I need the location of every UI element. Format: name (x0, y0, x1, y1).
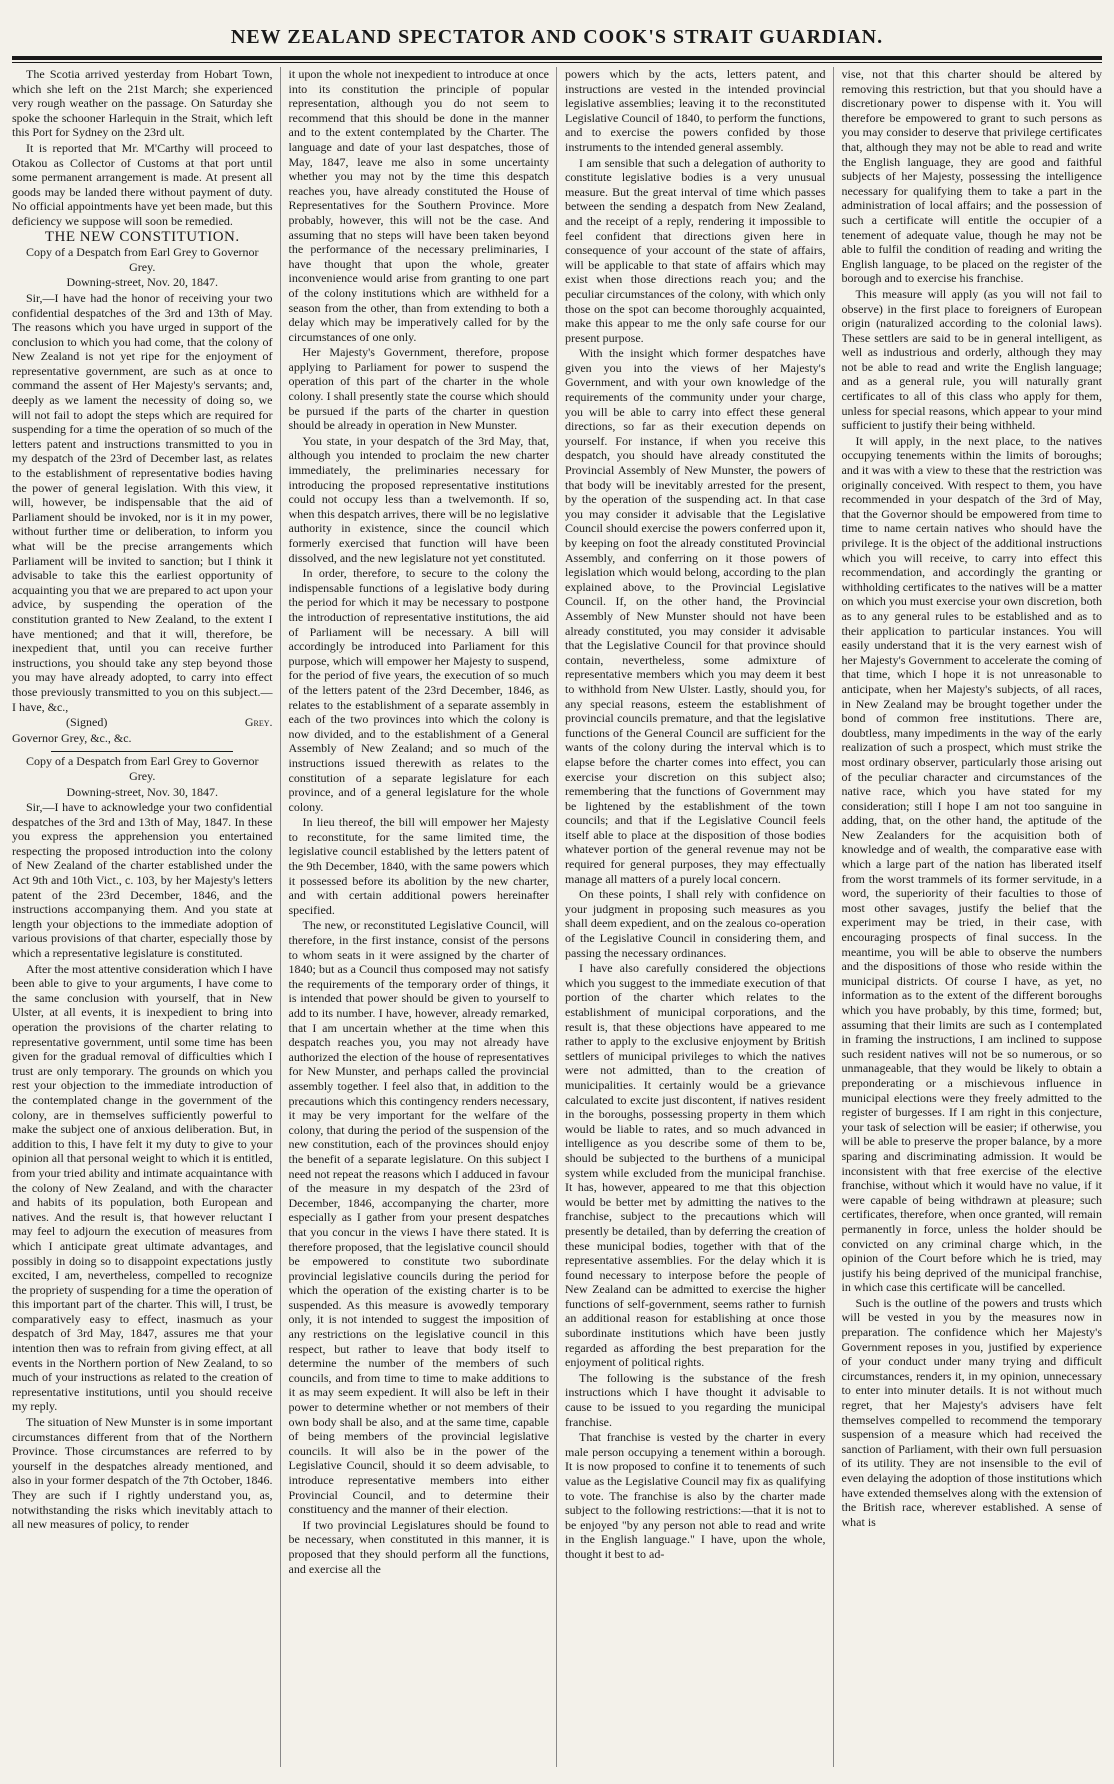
column-1 (12, 67, 281, 1767)
paragraph: In lieu thereof, the bill will empower her Majesty to reconstitute, for the same limited time, the legislative council established by the letters patent of the 9th December, 1840, with the same powers which it possessed before its abolition by the new charter, and with certain additional powers hereinafter specified. (288, 815, 549, 917)
paragraph: That franchise is vested by the charter in every male person occupying a tenement within a borough. It is now proposed to confine it to tenements of such value as the Legislative Council may fix as qualifying to vote. The franchise is also by the charter made subject to the following restrictions:—that it is not to be enjoyed "by any person not able to read and write in the English language." I have, upon the whole, thought it best to ad- (565, 1430, 826, 1561)
paragraph: It will apply, in the next place, to the natives occupying tenements within the limits of boroughs; and it was with a view to these that the restriction was originally conceived. With respect to them, you have recommended in your despatch of the 3rd of May, that the Governor should be empowered from time to time to name certain natives who should have the privilege. It is the object of the additional instructions which you will receive, to carry into effect this recommendation, and accordingly the granting or withholding certificates to the natives will be a matter on which you must exercise your own discretion, both as to any general rules to be established and as to their application to particular instances. You will easily understand that it is the very earnest wish of her Majesty's Government to accelerate the coming of that time, which I hope it is not unreasonable to anticipate, when her Majesty's subjects, of all races, in New Zealand may be brought together under the bond of common free institutions. There are, doubtless, many impediments in the way of the early realization of such a prospect, which must strike the most ordinary observer, particularly those arising out of the peculiar character and circumstances of the native race, which you have stated for my consideration; still I hope I am not too sanguine in adding, that, on the other hand, the aptitude of the New Zealanders for the acquisition both of knowledge and of wealth, the comparative ease with which a large part of the nation has liberated itself from the worst trammels of its former servitude, in a word, the superiority of their faculties to those of most other savages, justify the belief that the experiment may be tried, in their case, with encouraging prospects of final success. In the meantime, you will be able to observe the numbers and the dispositions of those who reside within the municipal districts. Of course I have, as yet, no information as to the extent of the different boroughs which you have probably, by this time, formed; but, assuming that their limits are such as I contemplated in framing the instructions, I am inclined to suppose such resident natives will not be so numerous, or so unmanageable, that they would be likely to obtain a preponderating or a mischievous influence in municipal elections were they freely admitted to the register of burgesses. If I am right in this conjecture, your task of selection will be easier; if otherwise, you will be able to preserve the proper balance, by a more sparing and discriminating admission. It would be inconsistent with that free exercise of the elective franchise, without which it would have no value, if it were capable of being withdrawn at pleasure; such certificates, therefore, when once granted, will remain permanently in force, unless the holder should be convicted on any criminal charge which, in the opinion of the Court before which he is tried, may justify his being deprived of the municipal franchise, in which case this certificate will be cancelled. (841, 433, 1102, 1295)
paragraph: Such is the outline of the powers and trusts which will be vested in you by the measures now in preparation. The confidence which her Majesty's Government reposes in you, justified by experience of your conduct under many trying and difficult circumstances, renders it, in my opinion, unnecessary to enter into minuter details. It is not without much regret, that her Majesty's advisers have felt themselves compelled to recommend the temporary suspension of a measure which had received the sanction of Parliament, with their own full persuasion of its utility. They are not insensible to the evil of even delaying the adoption of those institutions which have extended themselves along with the extension of the British race, wherever established. A sense of what is (841, 1295, 1102, 1529)
paragraph: The Scotia arrived yesterday from Hobart Town, which she left on the 21st March; she experienced very rough weather on the passage. On Saturday she spoke the schooner Harlequin in the Strait, which left this Port for Sydney on the 23rd ult. (12, 67, 273, 140)
masthead-rule-thick (12, 56, 1102, 60)
paragraph: I am sensible that such a delegation of authority to constitute legislative bodies is a very unusual measure. But the great interval of time which passes between the sending a despatch from New Zealand, and the receipt of a reply, rendering it impossible to feel confident that directions given here in consequence of your account of the state of affairs, will be applicable to that state of affairs which may exist when those directions reach you; and the peculiar circumstances of the colony, with which only those on the spot can become thoroughly acquainted, make this appear to me the only safe course for our present purpose. (565, 155, 826, 345)
signature-line (12, 715, 273, 730)
column-2 (289, 67, 558, 1767)
paragraph: You state, in your despatch of the 3rd May, that, although you intended to proclaim the new charter immediately, the preliminaries necessary for introducing the proposed representative institutions could not occupy less than a twelvemonth. If so, when this despatch arrives, there will be no legislative authority in existence, since the council which formerly exercised that function will have been dissolved, and the new legislature not yet constituted. (288, 433, 549, 565)
signature-name: Grey. (244, 715, 273, 730)
paragraph: If two provincial Legislatures should be found to be necessary, when constituted in this manner, it is proposed that they should perform all the functions, and exercise all the (288, 1517, 549, 1576)
paragraph: This measure will apply (as you will not fail to observe) in the first place to foreigners of European origin (naturalized according to the colonial laws). These settlers are said to be in general intelligent, as well as industrious and orderly, although they may not be able to read and write the English language; and as a general rule, you will naturally grant certificates to all of this class who apply for them, unless for special reasons, which appear to your mind sufficient to justify their being withheld. (841, 286, 1102, 433)
paragraph-continued: Governor Grey, &c., &c. (12, 730, 132, 745)
paragraph: It is reported that Mr. M'Carthy will proceed to Otakou as Collector of Customs at that port until some permanent arrangement is made. At present all goods may be landed there without payment of duty. No official appointments have yet been made, but this deficiency we suppose will soon be remedied. (12, 140, 273, 228)
paragraph: Her Majesty's Government, therefore, propose applying to Parliament for power to suspend the operation of this part of the charter in the whole colony. I shall presently state the course which should be pursued if the parts of the charter in question should be already in operation in New Munster. (288, 345, 549, 433)
section-divider (51, 751, 233, 752)
section-heading: THE NEW CONSTITUTION. (44, 228, 240, 245)
paragraph: On these points, I shall rely with confidence on your judgment in proposing such measures as you shall deem expedient, and on the zealous co-operation of the Legislative Council in considering them, and passing the necessary ordinances. (565, 887, 826, 960)
paragraph: Sir,—I have had the honor of receiving your two confidential despatches of the 3rd and 13th of May. The reasons which you have urged in support of the conclusion to which you had come, that the colony of New Zealand is not yet ripe for the enjoyment of representative government, are such as at once to command the assent of Her Majesty's servants; and, deeply as we lament the necessity of doing so, we will not fail to adopt the steps which are required for suspending for a time the operation of so much of the letters patent and instructions transmitted to you in my despatch of the 23rd of December last, as relates to the establishment of representative bodies having the power of general legislation. With this view, it will, however, be indispensable that the aid of Parliament should be invoked, nor is it in my power, without further time or deliberation, to inform you what will be the precise arrangements which Parliament will be invited to sanction; but I think it advisable to take this the earliest opportunity of acquainting you that we are prepared to act upon your advice, by suspending the operation of the constitution granted to New Zealand, to the extent I have mentioned; and that it will, therefore, be inexpedient that, until you can receive further instructions, you should take any step beyond those you may have already adopted, to carry into effect those previously transmitted to you on this subject.—I have, &c., (12, 290, 273, 714)
despatch-caption: Copy of a Despatch from Earl Grey to Governor Grey. (25, 754, 259, 783)
despatch-caption: Copy of a Despatch from Earl Grey to Governor Grey. (25, 245, 259, 274)
signature-label: (Signed) (66, 715, 108, 730)
paragraph: The new, or reconstituted Legislative Council, will therefore, in the first instance, consist of the persons to whom seats in it were assigned by the charter of 1840; but as a Council thus composed may not satisfy the requirements of the temporary order of things, it is intended that power should be given to yourself to add to its number. I have, however, already remarked, that I am uncertain whether at the time when this despatch reaches you, you may not already have authorized the election of the house of representatives for New Munster, and perhaps called the provincial assembly together. I feel also that, in addition to the precautions which this contingency renders necessary, it may be very important for the welfare of the colony, that during the period of the suspension of the new constitution, each of the provinces should enjoy the benefit of a separate legislature. On this subject I need not repeat the reasons which I adduced in favour of the measure in my despatch of the 23rd of December, 1846, accompanying the charter, more especially as I gather from your present despatches that you concur in the views I have there stated. It is therefore proposed, that the legislative council should be empowered to constitute two subordinate provincial legislative councils during the period for which the operation of the existing charter is to be suspended. As this measure is avowedly temporary only, it is not intended to suggest the imposition of any restrictions on the legislative council in this respect, but rather to leave that body itself to determine the number of the members of such councils, and from time to time to make additions to it as may seem expedient. It will also be left in their power to determine whether or not members of their own body shall be also, and at the same time, capable of being members of the provincial legislative councils. It will also be in the power of the Legislative Council, should it so deem advisable, to introduce representative members into either Provincial Council, and to determine their constituency and the manner of their election. (288, 918, 549, 1517)
text-columns (12, 67, 1102, 1767)
masthead-rule-thin (12, 62, 1102, 63)
despatch-caption: Downing-street, Nov. 30, 1847. (66, 784, 219, 799)
masthead: NEW ZEALAND SPECTATOR AND COOK'S STRAIT GUARDIAN. (230, 26, 884, 48)
column-3 (565, 67, 834, 1767)
paragraph: The situation of New Munster is in some important circumstances different from that of the Northern Province. Those circumstances are referred to by yourself in the despatches already mentioned, and also in your former despatch of the 7th October, 1846. They are such if I rightly understand you, as, notwithstanding the risks which inevitably attach to all new measures of policy, to render (12, 1415, 273, 1532)
paragraph: In order, therefore, to secure to the colony the indispensable functions of a legislative body during the period for which it may be necessary to postpone the introduction of representative institutions, the aid of Parliament will be necessary. A bill will accordingly be introduced into Parliament for this purpose, which will empower her Majesty to suspend, for the period of five years, the execution of so much of the letters patent of the 23rd December, 1846, as relates to the establishment of a separate assembly in each of the two provinces into which the colony is now divided, and to the establishment of a General Assembly of New Zealand; and so much of the instructions issued therewith as relates to the constitution of a separate legislature for each province, and of a general legislature for the whole colony. (288, 566, 549, 814)
paragraph-continued: powers which by the acts, letters patent, and instructions are vested in the intended provincial legislative assemblies; leaving it to the reconstituted Legislative Council of 1840, to perform the functions, and to exercise the powers confided by those instruments to the intended general assembly. (565, 67, 826, 154)
column-4 (842, 67, 1103, 1767)
paragraph: Sir,—I have to acknowledge your two confidential despatches of the 3rd and 13th of May, 1847. In these you express the apprehension you entertained respecting the proposed introduction into the colony of New Zealand of the charter established under the Act 9th and 10th Vict., c. 103, by her Majesty's letters patent of the 23rd December, 1846, and the instructions accompanying them. And you state at length your objections to the immediate adoption of various provisions of that charter, especially those by which a representative legislature is constituted. (12, 800, 273, 961)
paragraph: After the most attentive consideration which I have been able to give to your arguments, I have come to the same conclusion with yourself, that in New Ulster, at all events, it is inexpedient to bring into operation the provisions of the charter relating to representative government, until some time has been given for the gradual removal of difficulties which I trust are only temporary. The grounds on which you rest your objection to the immediate introduction of the contemplated change in the government of the colony, are in themselves sufficiently powerful to make the subject one of anxious deliberation. But, in addition to this, I have felt it my duty to give to your opinion all that personal weight to which it is entitled, from your tried ability and intimate acquaintance with the colony of New Zealand, and with the character and habits of its population, both European and natives. And the result is, that however reluctant I may feel to adjourn the execution of measures from which I anticipate great ultimate advantages, and possibly in doing so to disappoint expectations justly excited, I am, nevertheless, compelled to recognize the propriety of suspending for a time the operation of this important part of the charter. This will, I trust, be comparatively easy to effect, inasmuch as your despatch of 3rd May, 1847, assures me that your intention then was to refrain from giving effect, at all events in the Northern portion of New Zealand, to so much of your instructions as related to the creation of representative institutions, until you should receive my reply. (12, 961, 273, 1414)
paragraph-continued: it upon the whole not inexpedient to introduce at once into its constitution the principle of popular representation, although you do not seem to recommend that this should be done in the manner and to the extent contemplated by the Charter. The language and date of your last despatches, those of May, 1847, leave me also in some uncertainty whether you may not by the time this despatch reaches you, have already constituted the House of Representatives for the Southern Province. More probably, however, this will not be the case. And assuming that no steps will have been taken beyond the performance of the necessary preliminaries, I have thought that upon the whole, greater inconvenience would arise from granting to one part of the colony institutions which are withheld for a season from the other, than from extending to both a delay which may be imperatively called for by the circumstances of one only. (288, 67, 549, 344)
paragraph: The following is the substance of the fresh instructions which I have thought it advisable to cause to be issued to you regarding the municipal franchise. (565, 1370, 826, 1429)
paragraph: I have also carefully considered the objections which you suggest to the immediate execution of that portion of the charter which relates to the establishment of municipal corporations, and the result is, that these objections have appeared to me rather to apply to the exclusive enjoyment by British settlers of municipal privileges to which the natives were not admitted, than to the creation of municipalities. It certainly would be a grievance calculated to excite just discontent, if natives resident in the boroughs, possessing property in them which would be liable to rates, and so much advanced in intelligence as you describe some of them to be, should be subjected to the burthens of a municipal system while excluded from the municipal franchise. It has, however, appeared to me that this objection would be better met by admitting the natives to the franchise, subject to the precautions which will presently be detailed, than by deferring the creation of these municipal bodies, together with that of the representative assemblies. For the delay which it is found necessary to interpose before the people of New Zealand can be admitted to exercise the higher functions of self-government, seems rather to furnish an additional reason for establishing at once those subordinate institutions which have been justly regarded as affording the best preparation for the enjoyment of political rights. (565, 961, 826, 1370)
paragraph: With the insight which former despatches have given you into the views of her Majesty's Government, and with your own knowledge of the requirements of the community under your charge, you will be able to carry into effect these general directions, so far as their execution depends on yourself. For instance, if when you receive this despatch, you should have already constituted the Provincial Assembly of New Munster, the powers of that body will be inevitably arrested for the present, by the operation of the suspending act. In that case you may consider it advisable that the Legislative Council should exercise the powers conferred upon it, by keeping on foot the already constituted Provincial Assembly, and conferring on it those powers of legislation which would belong, according to the plan explained above, to the Provincial Legislative Council. If, on the other hand, the Provincial Assembly of New Munster should not have been already constituted, you may consider it advisable that the Legislative Council for that province should contain, nevertheless, some admixture of representative members which you may deem it best to withhold from New Ulster. Lastly, should you, for any special reasons, esteem the establishment of provincial councils premature, and that the legislative functions of the General Council are sufficient for the wants of the colony during the interval which is to elapse before the charter comes into effect, you can exercise your discretion on this subject also; remembering that the functions of Government may be lightened by the establishment of the town councils; and that if the Legislative Council feels itself able to place at the disposition of those bodies whatever portion of the general revenue may not be required for general purposes, they may effectually manage all matters of a purely local concern. (565, 346, 826, 886)
paragraph-continued: vise, not that this charter should be altered by removing this restriction, but that you should have a discretionary power to dispense with it. You will therefore be empowered to grant to such persons as you may consider to deserve that privilege certificates that, although they may not be able to read and write the English language, they are good and faithful subjects of her Majesty, possessing the intelligence necessary for qualifying them to take a part in the administration of local affairs; and the possession of such a certificate will entitle the occupier of a tenement of adequate value, though he may not be able to fulfil the condition of reading and writing the English language, to be placed on the register of the borough and to exercise his franchise. (841, 67, 1102, 286)
despatch-caption: Downing-street, Nov. 20, 1847. (66, 275, 219, 290)
